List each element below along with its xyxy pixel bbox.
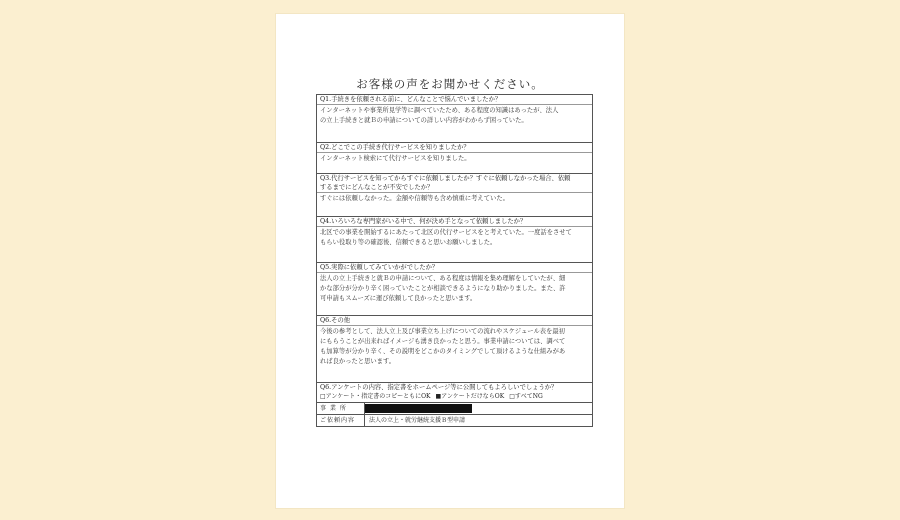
question-4	[317, 217, 592, 263]
question-label: Q5.実際に依頼してみていかがでしたか？	[317, 263, 592, 273]
office-row	[317, 403, 592, 415]
question-answer: すぐには依頼しなかった。金額や信頼等も含め慎重に考えていた。	[320, 195, 509, 202]
question-6	[317, 316, 592, 383]
question-label: Q6.その他	[317, 316, 592, 326]
question-answer: インターネットや事業所見学等に調べていたため、ある程度の知識はあったが、法人 の立上手続きと就Ｂの申請についての詳しい内容がわからず困っていた。	[320, 107, 559, 124]
question-label: Q6.アンケートの内容、指定書をホームページ等に公開してもよろしいでしょうか？	[320, 384, 558, 391]
question-3	[317, 174, 592, 217]
question-answer: 今後の参考として、法人立上及び事業立ち上げについての流れやスケジュール表を最初 にもらうことが出来ればイメージも湧き良かったと思う。事業申請については、調べて も加算等が分かり辛く、その説明をどこかのタイミングでして頂けるような仕組みがあ れば良かったと思います。	[320, 328, 566, 365]
survey-form	[316, 94, 593, 427]
question-answer: インターネット検索にて代行サービスを知りました。	[320, 155, 471, 162]
request-value: 法人の立上・就労継続支援Ｂ型申請	[369, 417, 466, 424]
office-label: 事 業 所	[317, 403, 365, 414]
question-label: Q2.どこでこの手続き代行サービスを知りましたか？	[317, 143, 592, 153]
consent-options	[317, 392, 592, 403]
question-label: Q3.代行サービスを知ってからすぐに依頼しましたか？すぐに依頼しなかった場合、依頼 するまでにどんなことが不安でしたか？	[317, 174, 592, 193]
question-2	[317, 143, 592, 174]
question-label: Q4.いろいろな専門家がいる中で、何が決め手となって依頼しましたか？	[317, 217, 592, 227]
question-5	[317, 263, 592, 316]
request-row	[317, 415, 592, 426]
redaction-bar	[365, 404, 472, 413]
survey-sheet	[276, 14, 624, 508]
request-label: ご依頼内容	[317, 415, 365, 426]
consent-option-all: □アンケート・指定書のコピーともにOK	[320, 393, 431, 400]
consent-option-survey-only: ■アンケートだけならOK	[435, 393, 505, 400]
page-title: お客様の声をお聞かせください。	[356, 77, 544, 91]
question-1	[317, 95, 592, 143]
question-answer: 北区での事業を開始するにあたって北区の代行サービスをと考えていた。一度話をさせて もらい役取り等の確認後、信頼できると思いお願いしました。	[320, 229, 572, 246]
question-label: Q1.手続きを依頼される前に、どんなことで悩んでいましたか？	[317, 95, 592, 105]
question-consent	[317, 383, 592, 392]
office-value	[365, 403, 592, 414]
consent-option-none: □すべてNG	[509, 393, 543, 400]
question-answer: 法人の立上手続きと就Ｂの申請について、ある程度は情報を集め理解をしていたが、細 かな部分が分かり辛く困っていたことが相談できるようになり助かりました。また、許 可申請もスムーズに運び依頼して良かったと思います。	[320, 275, 566, 302]
